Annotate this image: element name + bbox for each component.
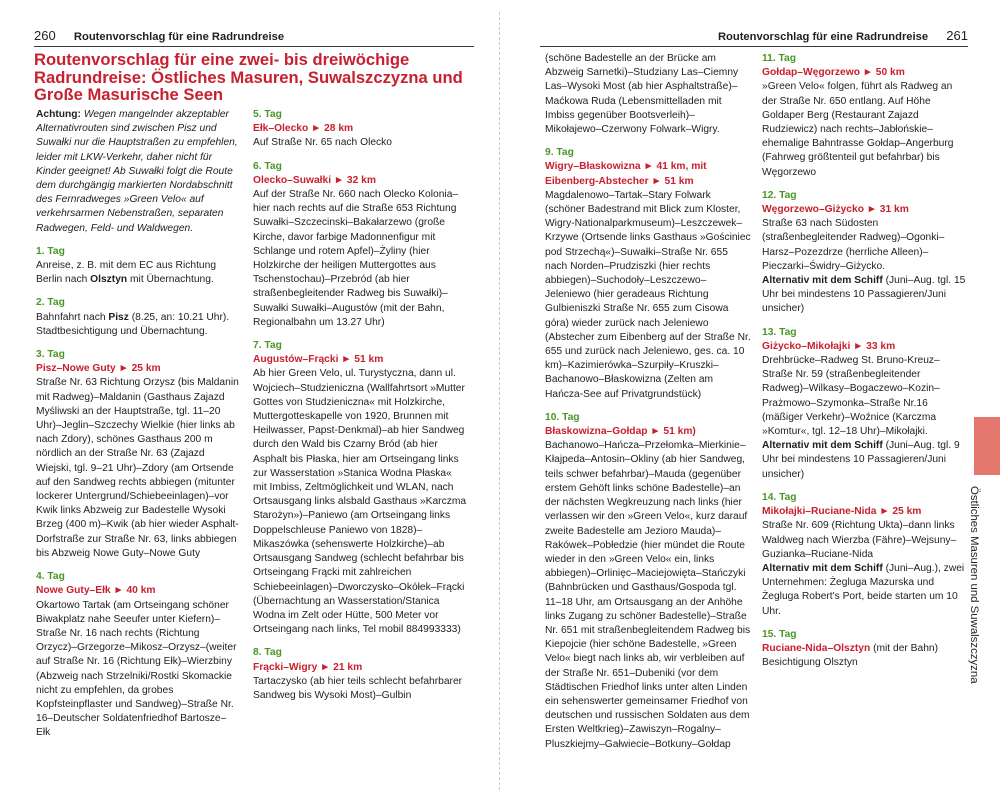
day-14: [762, 491, 968, 619]
day-4-label: 4. Tag: [36, 571, 65, 583]
day-11-text: »Green Velo« folgen, führt als Radweg an der Straße Nr. 650 entlang. Auf Höhe Goldaper Berg (Restaurant Zajazd Rudziewicz) nach rechts–Jabłońskie–ehemalige Bahntrasse Gołdap–Angerburg (Fahrweg größtenteil gut befahrbar) bis Węgorzewo: [762, 81, 954, 178]
left-title-block: [34, 51, 474, 104]
day-11-route: Gołdap–Węgorzewo ► 50 km: [762, 67, 905, 79]
right-header-rule: [540, 46, 968, 47]
day-6-text: Auf der Straße Nr. 660 nach Olecko Kolonia–hier nach rechts auf die Straße 653 Richtung Suwałki–Szczecinski–Bakałarzewo (große Kirche, davor farbige Madonnenfigur mit Schlange und rotem Apfel)–Żyliny (hier Holzkirche der heiligen Muttergottes aus Tschenstochau)–Przebród (ab hier straßenbegleitender Radweg bis Suwałki)–Suwałki Suwałki–Augustów (mit der Bahn, Regionalbahn um 13.27 Uhr): [253, 189, 459, 328]
day-13-route: Giżycko–Mikołajki ► 33 km: [762, 340, 896, 352]
day-4: [36, 570, 240, 740]
day-13-text: Drehbrücke–Radweg St. Bruno-Kreuz–Straße Nr. 59 (straßenbegleitender Radweg)–Wilkasy–Bogaczewo–Kozin–Prażmowo–Szymonka–Straße Nr.16 (mäßiger Verkehr)–Woźnice (Karczma »Komtur«, tgl. 12–18 Uhr)–Mikołajki.: [762, 355, 940, 438]
day-13-alt-text: (Juni–Aug. tgl. 9 Uhr bei mindestens 10 Passagieren/Juni unsicher): [762, 440, 960, 480]
day-14-route: Mikołajki–Ruciane-Nida ► 25 km: [762, 506, 922, 518]
day-3-text: Straße Nr. 63 Richtung Orzysz (bis Maldanin mit Radweg)–Maldanin (Gasthaus Zajazd Myśliwski an der Hauptstraße, tgl. 11–20 Uhr)–Jeglin–Szczechy Wielkie (hier links ab nach Zdory), schönes Gasthaus 200 m nördlich an der Straße Nr. 63 (Zajazd Wiejski, tgl. 9–21 Uhr)–Zdory (am Ortsende auf den Sandweg rechts abbiegen (mitunter lockerer Untergrund/Schiebeeinlagen)–vor Kwik links Abzweig zur Badestelle Wysoki Brzeg (400 m)–Kwik (ab hier wieder Asphalt- Dorfstraße zur Straße Nr. 63, links abbiegen bis Abzweig Nowe Guty–Nowe Guty: [36, 377, 239, 559]
day-8-route: Frącki–Wigry ► 21 km: [253, 661, 363, 673]
left-page-header: [34, 28, 284, 44]
day-13: [762, 326, 968, 482]
day-7-route: Augustów–Frącki ► 51 km: [253, 354, 384, 366]
page-title: Routenvorschlag für eine zwei- bis dreiwöchige Radrundreise: Östliches Masuren, Suwalszczyzna und Große Masurische Seen: [34, 50, 463, 104]
right-column-2: [762, 52, 968, 679]
right-column-1: [545, 52, 751, 761]
day-12-label: 12. Tag: [762, 189, 797, 201]
day-14-label: 14. Tag: [762, 491, 797, 503]
left-running-title: Routenvorschlag für eine Radrundreise: [73, 31, 285, 43]
day-14-text: Straße Nr. 609 (Richtung Ukta)–dann links Waldweg nach Wierzba (Fähre)–Wejsuny–Guzianka–Ruciane-Nida: [762, 520, 957, 560]
day-5: [253, 108, 467, 151]
day-12-text: Straße 63 nach Südosten (straßenbegleitender Radweg)–Ogonki–Harsz–Pozezdrze (herrliche Alleen)–Pieczarki–Świdry–Giżycko.: [762, 218, 945, 272]
day-6: [253, 160, 467, 330]
day-9-route: Wigry–Błaskowizna ► 41 km, mit Eibenberg-Abstecher ► 51 km: [545, 161, 707, 187]
left-column-2: [253, 108, 467, 712]
day-10-route: Błaskowizna–Gołdap ► 51 km): [545, 426, 696, 438]
day-7-label: 7. Tag: [253, 340, 282, 352]
day-6-label: 6. Tag: [253, 160, 282, 172]
day-8-label: 8. Tag: [253, 647, 282, 659]
day-12: [762, 189, 968, 317]
day-5-route: Ełk–Olecko ► 28 km: [253, 123, 354, 135]
day-4-route: Nowe Guty–Ełk ► 40 km: [36, 585, 156, 597]
day-11: [762, 52, 968, 180]
continuation-block: [545, 52, 751, 137]
warning-label: Achtung:: [36, 109, 81, 120]
day-10: [545, 411, 751, 752]
left-header-rule: [34, 46, 474, 47]
day-10-label: 10. Tag: [545, 411, 580, 423]
day-12-alt-text: (Juni–Aug. tgl. 15 Uhr bei mindestens 10 Passagieren/Juni unsicher): [762, 275, 966, 315]
day-8-continuation: (schöne Badestelle an der Brücke am Abzweig Sarnetki)–Studziany Las–Ciemny Las–Wysoki Most (ab hier Asphaltstraße)–Maćkowa Ruda (Lebensmittelladen mit Imbiss gegenüber Bootsverleih)–Mikołajewo–Czerwony Folwark–Wigry.: [545, 53, 739, 136]
warning-box: [36, 108, 240, 236]
day-11-label: 11. Tag: [762, 53, 796, 64]
day-2-city: Pisz: [108, 311, 129, 323]
day-3: [36, 348, 240, 561]
day-13-alt-label: Alternativ mit dem Schiff: [762, 440, 883, 452]
day-12-alt-label: Alternativ mit dem Schiff: [762, 275, 883, 287]
day-2-label: 2. Tag: [36, 297, 65, 309]
day-14-alt-label: Alternativ mit dem Schiff: [762, 562, 883, 574]
day-1: [36, 245, 240, 288]
page-gutter: [499, 12, 500, 790]
day-6-route: Olecko–Suwałki ► 32 km: [253, 174, 376, 186]
chapter-thumb-tab: [974, 417, 1000, 475]
day-13-label: 13. Tag: [762, 326, 797, 338]
left-column-1: [36, 108, 240, 750]
day-1-label: 1. Tag: [36, 245, 65, 257]
day-9: [545, 146, 751, 402]
day-5-label: 5. Tag: [253, 109, 282, 120]
right-page-header: [718, 28, 968, 44]
day-15-label: 15. Tag: [762, 628, 797, 640]
day-3-route: Pisz–Nowe Guty ► 25 km: [36, 363, 161, 375]
day-12-route: Węgorzewo–Giżycko ► 31 km: [762, 204, 909, 216]
day-1-text-end: mit Übernachtung.: [127, 274, 214, 286]
day-1-text: Anreise, z. B. mit dem EC aus Richtung Berlin nach: [36, 260, 217, 286]
day-9-text: Magdalenowo–Tartak–Stary Folwark (schöner Badestrand mit Blick zum Kloster, Wigry-Nationalparkmuseum)–Leszczewek–Krzywe (Ortsende links Gasthaus »Gościniec pod Strzechą«)–Suwałki–Straße Nr. 655 nach Norden–Prudziszki (hier rechts abbiegen)–Suchodoły–Leszczewo–Jeleniewo (hier geradeaus Richtung Gulbieniszki Straße Nr. 655 zum Cisowa góra) wieder zurück nach Jeleniewo (Abstecher zum Eibenberg auf der Straße Nr. 655 und zurück nach Jeleniewo, ges. ca. 10 km)–Kazimierówka–Szurpiły–Kruszki–Bachanowo–Błaskowizna (Zelten am Hańcza-See auf Privatgrundstück): [545, 189, 751, 400]
day-9-label: 9. Tag: [545, 147, 574, 159]
right-running-title: Routenvorschlag für eine Radrundreise: [717, 31, 929, 43]
day-2: [36, 296, 240, 339]
day-2-text-end: (8.25, an: 10.21 Uhr). Stadtbesichtigung und Übernachtung.: [36, 311, 230, 337]
day-7-text: Ab hier Green Velo, ul. Turystyczna, dann ul. Wojciech–Studzieniczna (Wallfahrtsort »Mutter Gottes von Studzieniczna« mit Holzkirche, Muttergotteskapelle von 1920, Brunnen mit Heilwasser, Papst-Denkmal)–ab hier Sandweg durch den Wald bis Czarny Bród (ab hier Asphalt bis Płaska, hier am Ortseingang links zur Wasserstation »Stanica Wodna Płaska« mit Imbiss, Zeltmöglichkeit und WLAN, nach Ortsausgang links alsbald Gasthaus »Karczma Starożyn»)–Paniewo (am Ortseingang links Doppelschleuse Paniewo von 1828)–Mikaszówka (sehenswerte Holzkirche)–ab Ortsausgang Sandweg (schlecht befahrbar bis Ortseingang Frącki mit zahlreichen Schiebeeinlagen)–Dworczysko–Okółek–Frącki (Übernachtung an Wasserstation/Stanica Wodna im Zelt oder Hütte, 500 Meter vor Ortseingang nach links, Tel mobil 884993333): [253, 368, 467, 636]
day-2-text: Bahnfahrt nach: [36, 311, 109, 323]
day-8-text: Tartaczysko (ab hier teils schlecht befahrbarer Sandweg bis Wysoki Most)–Gulbin: [253, 675, 463, 701]
day-4-text: Okartowo Tartak (am Ortseingang schöner Biwakplatz nahe Seeufer unter Kiefern)–Straße Nr. 16 nach rechts (Richtung Orzycz)–Grzegorze–Mikosz–Orzysz–(weiter auf Straße Nr. 16 (Richtung Ełk)–Wierzbiny (Abzweig nach Strzelniki/Rostki Skomackie nicht zu empfehlen, da grobes Kopfsteinpflaster und Sandweg)–Straße Nr. 16–Deutscher Soldatenfriedhof Bartosze–Ełk: [36, 599, 237, 739]
day-5-text: Auf Straße Nr. 65 nach Olecko: [253, 137, 393, 149]
chapter-side-label-text: Östliches Masuren und Suwalszczyzna: [968, 486, 980, 684]
day-15: [762, 628, 968, 671]
day-15-text: (mit der Bahn) Besichtigung Olsztyn: [762, 642, 939, 669]
right-page-number: 261: [946, 28, 968, 43]
day-14-alt-text: (Juni–Aug.), zwei Unternehmen: Żegluga Mazurska und Żegluga Robert's Port, beide starten um 10 Uhr.: [762, 562, 965, 617]
day-10-text: Bachanowo–Hańcza–Przełomka–Mierkinie–Kłajpeda–Antosin–Okliny (ab hier Sandweg, teils schwer befahrbar)–Mauda (gegenüber erstem Gehöft links schöne Badestelle)–an der nächsten Wegkreuzung nach links (hier verlassen wir den »Green Velo«, kurz darauf zweite Badestelle am Jezioro Mauda)–Rakówek–Pobłedzie (hier mündet die Route wieder in den »Green Velo« ein, links abbiegen)–Orlinięc–Maciejowięta–Stańczyki (Bahnbrücken und Gasthaus/Gospoda tgl. 11–18 Uhr, am Ortsausgang an der Anhöhe links Zugang zu schöner Badestelle)–Straße Nr. 651 mit straßenbegleitendem Radweg bis Kiepojcie (hier schöne Badestelle, »Green Velo« biegt nach links ab, wir verbleiben auf der Straße Nr. 651–Dubeniki (vor dem Städtischen Friedhof links unter alten Linden ein sehenswerter gemeinsamer Friedhof von deutschen und russischen Soldaten aus dem Ersten Weltkrieg)–Zawiszyn–Rogalny–Pluszkiejmy–Gałwiecie–Botkuny–Gołdap: [545, 440, 751, 750]
day-3-label: 3. Tag: [36, 349, 65, 361]
warning-text: Wegen mangelnder akzeptabler Alternativrouten sind zwischen Pisz und Suwałki nur die Hauptstraßen zu empfehlen, leider mit LKW-Verkehr, daher nicht für Kinder geeignet! Ab Suwałki folgt die Route dem durchgängig markierten Nordabschnitt des Fernradweges »Green Velo« auf verkehrsarmen Nebenstraßen, separaten Radwegen, Feld- und Waldwegen.: [36, 109, 238, 234]
left-page-number: 260: [34, 28, 56, 43]
day-8: [253, 646, 467, 703]
day-15-route: Ruciane-Nida–Olsztyn: [762, 642, 871, 654]
day-1-city: Olsztyn: [90, 274, 128, 286]
day-7: [253, 339, 467, 637]
